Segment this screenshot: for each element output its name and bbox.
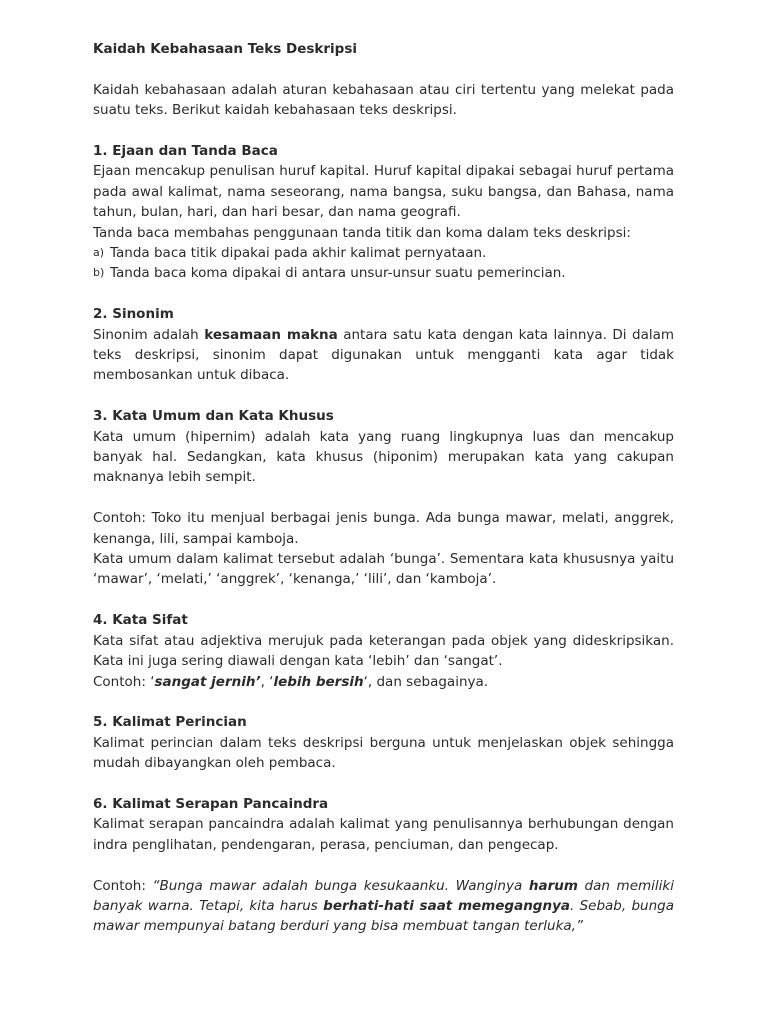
section-5-heading: 5. Kalimat Perincian (93, 714, 247, 731)
example-term: berhati-hati saat memegangnya (323, 897, 570, 914)
list-item-text: Tanda baca titik dipakai pada akhir kalimat pernyataan. (110, 245, 487, 262)
example-term: sangat jernih’ (154, 673, 261, 690)
section-6-example (93, 876, 674, 937)
section-4-paragraph: Kata sifat atau adjektiva merujuk pada keterangan pada objek yang dideskripsikan. Kata ini juga sering diawali dengan kata ‘lebih’ dan ‘sangat’. (93, 632, 674, 670)
intro-paragraph: Kaidah kebahasaan adalah aturan kebahasaan atau ciri tertentu yang melekat pada suatu teks. Berikut kaidah kebahasaan teks deskripsi. (93, 81, 674, 119)
text-span: Contoh: ‘ (93, 673, 155, 690)
section-3-heading: 3. Kata Umum dan Kata Khusus (93, 408, 334, 425)
example-text: . Sebab, bunga mawar mempunyai batang berduri yang bisa membuat tangan terluka,” (93, 897, 674, 935)
example-text: “Bunga mawar adalah bunga kesukaanku. Wanginya (152, 877, 529, 894)
text-span: Sinonim adalah (93, 326, 205, 343)
section-1-punctuation-intro: Tanda baca membahas penggunaan tanda titik dan koma dalam teks deskripsi: (93, 224, 631, 241)
list-marker: a) (93, 246, 105, 260)
section-5-paragraph: Kalimat perincian dalam teks deskripsi berguna untuk menjelaskan objek sehingga mudah dibayangkan oleh pembaca. (93, 734, 674, 772)
section-6-paragraph: Kalimat serapan pancaindra adalah kalimat yang penulisannya berhubungan dengan indra penglihatan, pendengaran, perasa, penciuman, dan pengecap. (93, 816, 674, 853)
list-item-text: Tanda baca koma dipakai di antara unsur-unsur suatu pemerincian. (110, 265, 566, 282)
section-3-paragraph: Kata umum (hipernim) adalah kata yang ruang lingkupnya luas dan mencakup banyak hal. Sedangkan, kata khusus (hiponim) merupakan kata yang cakupan maknanya lebih sempit. (93, 428, 674, 486)
section-1-heading: 1. Ejaan dan Tanda Baca (93, 143, 278, 159)
list-item (93, 263, 674, 283)
list-marker: b) (93, 266, 105, 280)
section-1-paragraph: Ejaan mencakup penulisan huruf kapital. Huruf kapital dipakai sebagai huruf pertama pada awal kalimat, nama seseorang, nama bangsa, suku bangsa, dan Bahasa, nama tahun, bulan, hari, dan hari besar, dan nama geografi. (93, 163, 674, 221)
bold-term: kesamaan makna (204, 326, 338, 343)
example-label: Contoh: (93, 877, 153, 894)
section-4-example (93, 672, 674, 692)
example-text: dan memiliki banyak warna. Tetapi, kita harus (93, 877, 674, 914)
section-4-heading: 4. Kata Sifat (93, 612, 188, 629)
document-title: Kaidah Kebahasaan Teks Deskripsi (93, 41, 357, 57)
section-2-paragraph (93, 325, 674, 386)
text-span: antara satu kata dengan kata lainnya. Di dalam teks deskripsi, sinonim dapat digunakan untuk mengganti kata agar tidak membosankan untuk dibaca. (93, 326, 675, 384)
text-span: ‘, dan sebagainya. (363, 673, 489, 690)
section-2-heading: 2. Sinonim (93, 306, 174, 323)
text-span: , ‘ (260, 673, 274, 690)
list-item (93, 243, 674, 263)
section-6-heading: 6. Kalimat Serapan Pancaindra (93, 795, 329, 812)
example-term: harum (528, 877, 578, 894)
example-term: lebih bersih (273, 673, 364, 690)
section-3-explanation: Kata umum dalam kalimat tersebut adalah ‘bunga’. Sementara kata khususnya yaitu ‘mawar’, ‘melati,’ ‘anggrek’, ‘kenanga,’ ‘lili’, dan ‘kamboja’. (93, 551, 674, 588)
section-3-example: Contoh: Toko itu menjual berbagai jenis bunga. Ada bunga mawar, melati, anggrek, kenanga, lili, sampai kamboja. (93, 510, 674, 547)
